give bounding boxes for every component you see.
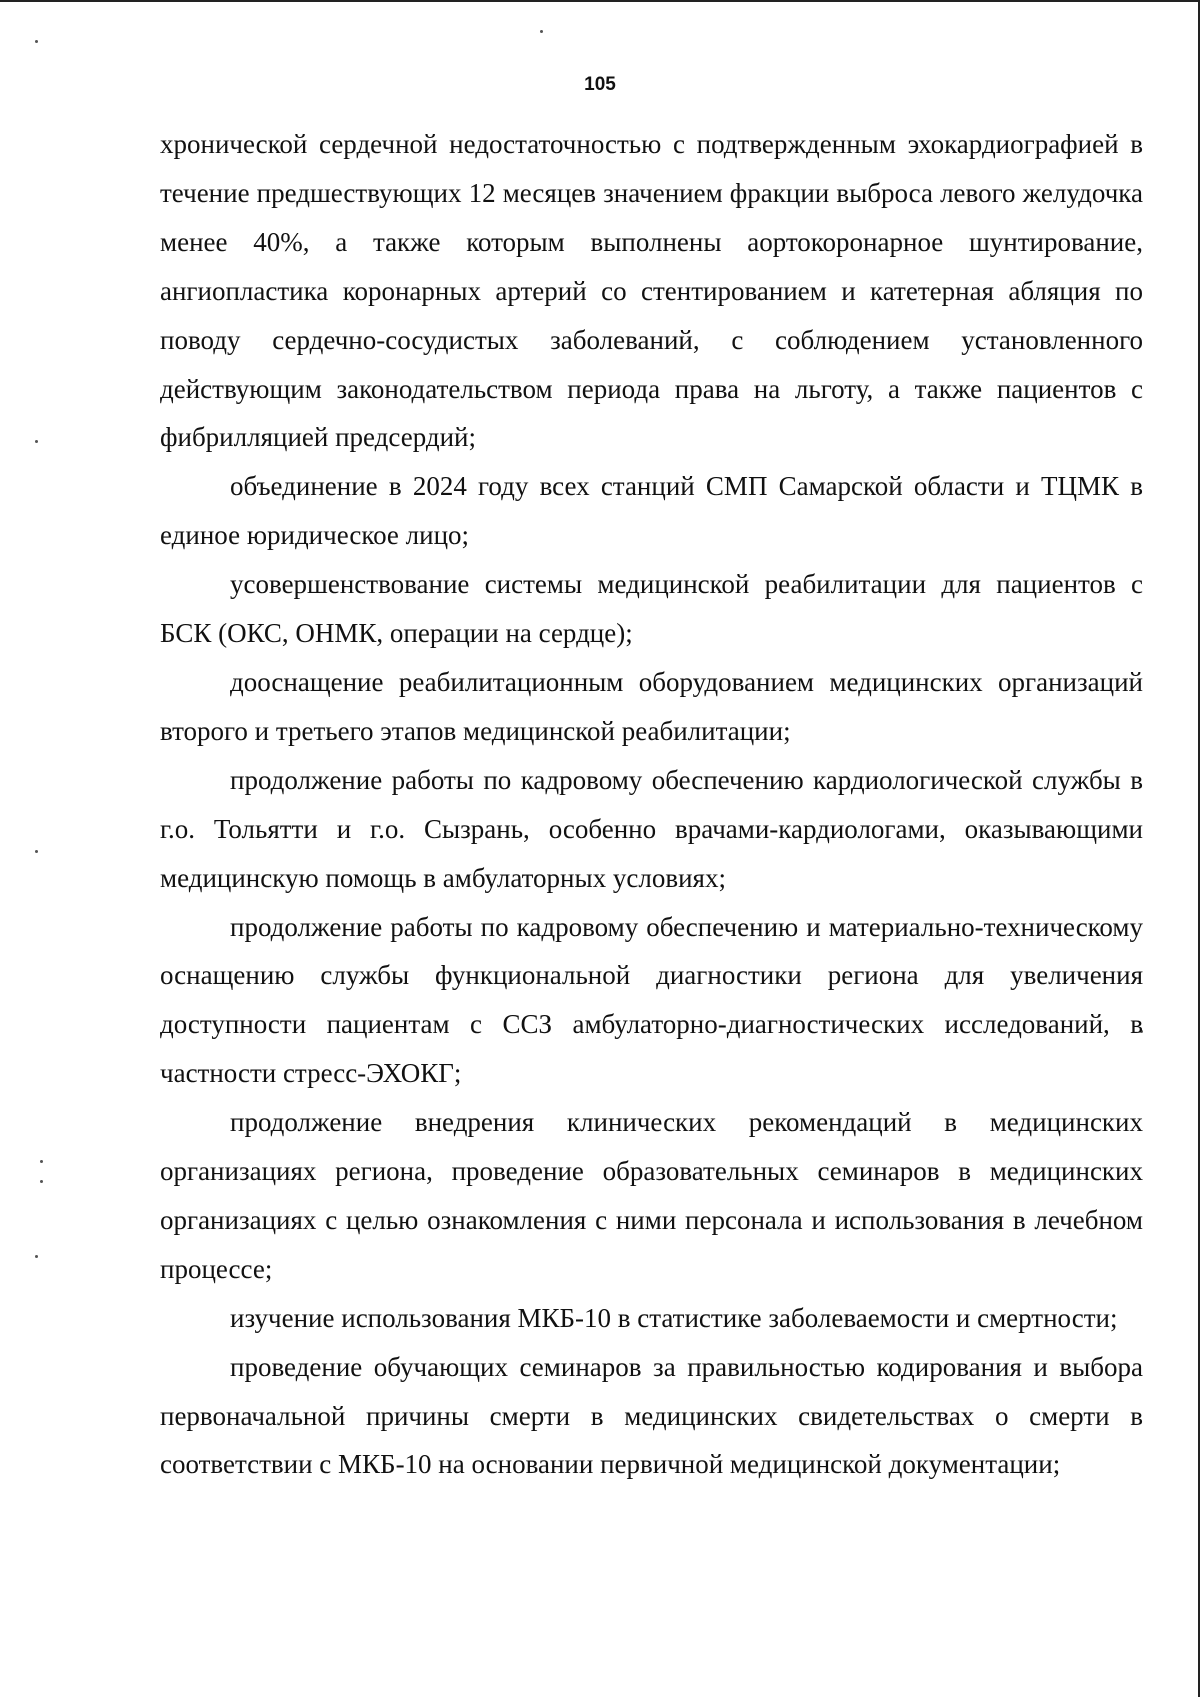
scan-speck [40,1180,43,1183]
paragraph-rehab-system: усовершенствование системы медицинской реабилитации для пациентов с БСК (ОКС, ОНМК, операции на сердце); [160,569,1143,649]
paragraph-continuation: хронической сердечной недостаточностью с подтвержденным эхокардиографией в течение предшествующих 12 месяцев значением фракции выброса левого желудочка менее 40%, а также которым выполнены аортокоронарное шунтирование, ангиопластика коронарных артерий со стентированием и катетерная абляция по поводу сердечно-сосудистых заболеваний, с соблюдением установленного действующим законодательством периода права на льготу, а также пациентов с фибрилляцией предсердий; [160,129,1143,453]
scan-border-top [0,0,1200,2]
paragraph-coding-seminars: проведение обучающих семинаров за правильностью кодирования и выбора первоначальной причины смерти в медицинских свидетельствах о смерти в соответствии с МКБ-10 на основании первичной медицинской документации; [160,1351,1143,1480]
scan-speck [35,440,38,443]
scan-speck [40,1160,43,1163]
paragraph-rehab-equipment: дооснащение реабилитационным оборудованием медицинских организаций второго и третьего этапов медицинской реабилитации; [160,666,1143,746]
document-body [160,120,1143,1489]
paragraph-smp-merger: объединение в 2024 году всех станций СМП Самарской области и ТЦМК в единое юридическое лицо; [160,471,1143,551]
scan-speck [35,850,38,853]
page-number: 105 [584,74,616,95]
paragraph-icd10-study: изучение использования МКБ-10 в статистике заболеваемости и смертности; [230,1302,1118,1333]
paragraph-cardiology-staffing: продолжение работы по кадровому обеспечению кардиологической службы в г.о. Тольятти и г.о. Сызрань, особенно врачами-кардиологами, оказывающими медицинскую помощь в амбулаторных условиях; [160,764,1143,893]
paragraph-diagnostics-staffing: продолжение работы по кадровому обеспечению и материально-техническому оснащению службы функциональной диагностики региона для увеличения доступности пациентам с ССЗ амбулаторно-диагностических исследований, в частности стресс-ЭХОКГ; [160,911,1143,1089]
paragraph-clinical-guidelines: продолжение внедрения клинических рекомендаций в медицинских организациях региона, проведение образовательных семинаров в медицинских организациях с целью ознакомления с ними персонала и использования в лечебном процессе; [160,1107,1143,1284]
scan-speck [540,30,543,33]
scan-speck [35,1255,38,1258]
scan-speck [35,40,38,43]
